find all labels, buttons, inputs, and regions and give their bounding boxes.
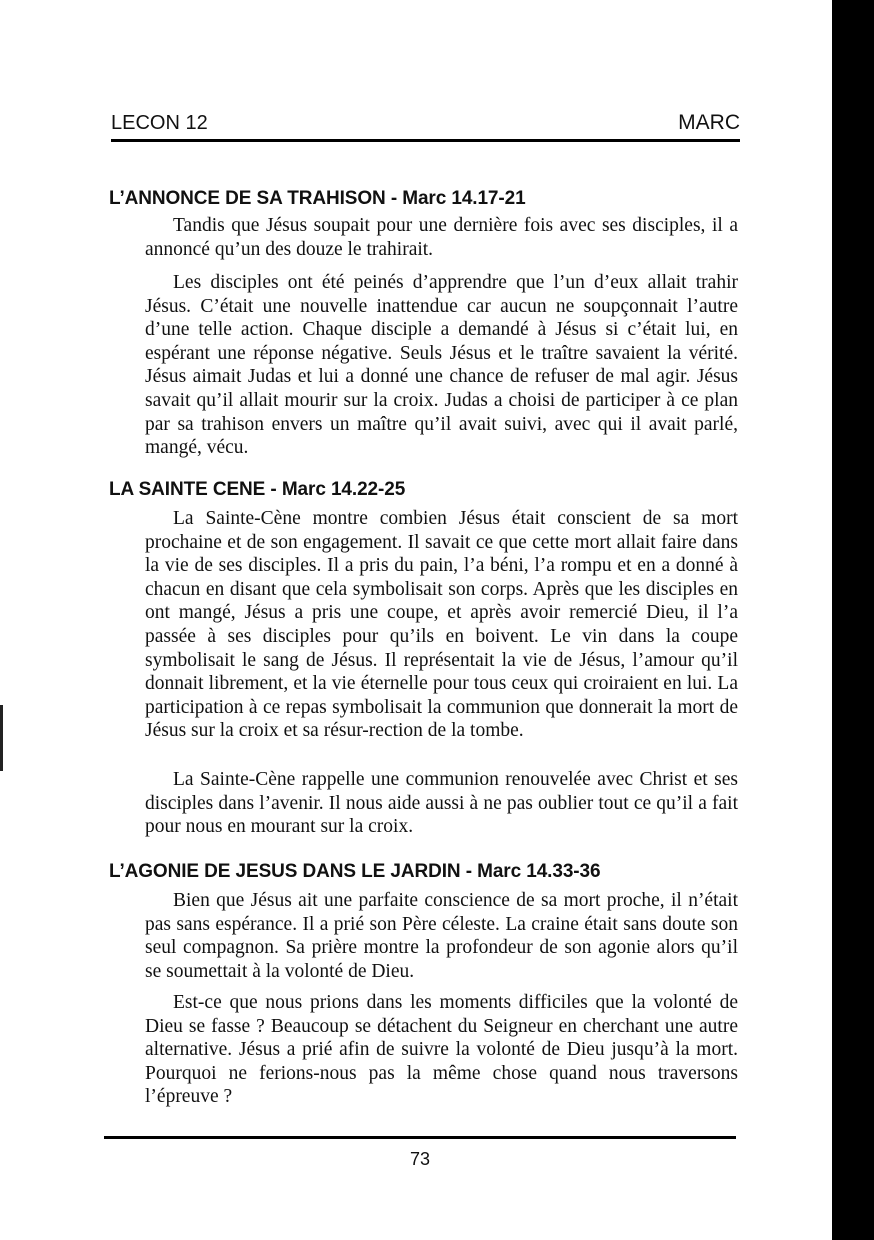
paragraph-annonce-2: Les disciples ont été peinés d’apprendre que l’un d’eux allait trahir Jésus. C’était une nouvelle inattendue car aucun ne soupçonnait l’autre d’une telle action. Chaque disciple a demandé à Jésus si c’était lui, en espérant une réponse négative. Seuls Jésus et le traître savaient la vérité. Jésus aimait Judas et lui a donné une chance de refuser de mal agir. Jésus savait qu’il allait mourir sur la croix. Judas a choisi de participer à ce plan par sa trahison envers un maître qu’il avait suivi, avec qui il avait parlé, mangé, vécu.: [145, 272, 738, 459]
scan-left-mark: [0, 705, 3, 771]
section-heading-annonce: L’ANNONCE DE SA TRAHISON - Marc 14.17-21: [109, 188, 526, 209]
paragraph-agonie-1: Bien que Jésus ait une parfaite conscience de sa mort proche, il n’était pas sans espérance. Il a prié son Père céleste. La craine était sans doute son seul compagnon. Sa prière montre la profondeur de son agonie alors qu’il se soumettait à la volonté de Dieu.: [145, 890, 738, 982]
book-label: MARC: [678, 111, 740, 134]
paragraph-agonie-2: Est-ce que nous prions dans les moments difficiles que la volonté de Dieu se fasse ? Beaucoup se détachent du Seigneur en cherchant une autre alternative. Jésus a prié afin de suivre la volonté de Dieu jusqu’à la mort. Pourquoi ne ferions-nous pas la même chose quand nous traversons l’épreuve ?: [145, 992, 738, 1108]
section-heading-sainte-cene: LA SAINTE CENE - Marc 14.22-25: [109, 479, 406, 500]
footer-rule: [104, 1136, 736, 1139]
paragraph-sainte-cene-1: La Sainte-Cène montre combien Jésus était conscient de sa mort prochaine et de son engagement. Il savait ce que cette mort allait faire dans la vie de ses disciples. Il a pris du pain, l’a béni, l’a rompu et en a donné à chacun en disant que cela symbolisait son corps. Après que les disciples en ont mangé, Jésus a pris une coupe, et après avoir remercié Dieu, il l’a passée à ses disciples pour qu’ils en boivent. Le vin dans la coupe symbolisait le sang de Jésus. Il représentait la vie de Jésus, l’amour qu’il donnait librement, et la vie éternelle pour tous ceux qui croiraient en lui. La participation à ce repas symbolisait la communion que donnerait la mort de Jésus sur la croix et sa résur-rection de la tombe.: [145, 508, 738, 742]
page-number: 73: [409, 1149, 431, 1169]
paragraph-sainte-cene-2: La Sainte-Cène rappelle une communion renouvelée avec Christ et ses disciples dans l’avenir. Il nous aide aussi à ne pas oublier tout ce qu’il a fait pour nous en mourant sur la croix.: [145, 769, 738, 838]
section-heading-agonie: L’AGONIE DE JESUS DANS LE JARDIN - Marc 14.33-36: [109, 861, 601, 882]
scan-right-border: [832, 0, 874, 1240]
paragraph-annonce-1: Tandis que Jésus soupait pour une dernière fois avec ses disciples, il a annoncé qu’un des douze le trahirait.: [145, 215, 738, 260]
lesson-label: LECON 12: [111, 112, 208, 134]
page-header: [111, 109, 740, 142]
